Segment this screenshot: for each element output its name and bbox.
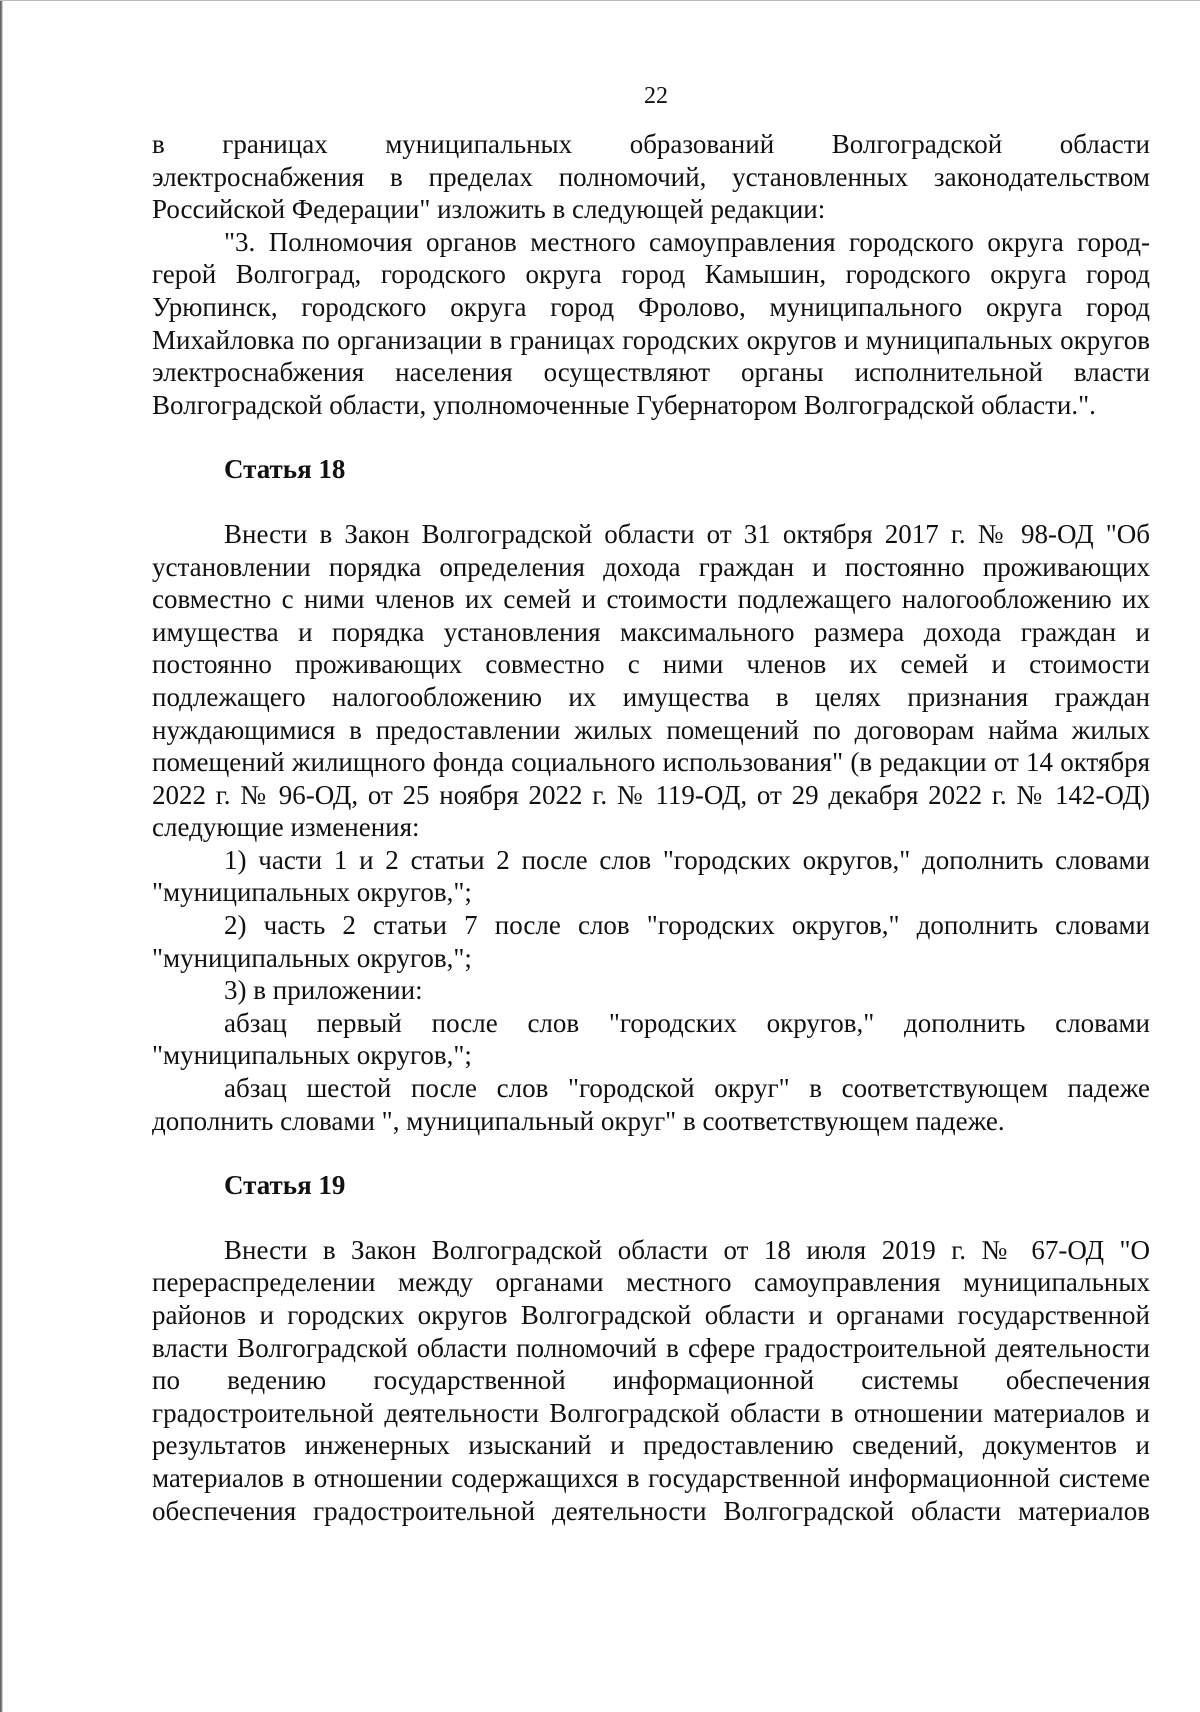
document-body [152,128,1150,1527]
article-18-item-1: 1) части 1 и 2 статьи 2 после слов "городских округов," дополнить словами "муниципальных округов,"; [152,844,1150,908]
paragraph-continuation-line-2: электроснабжения в пределах полномочий, установленных законодательством [152,161,1150,192]
article-18-item-2: 2) часть 2 статьи 7 после слов "городских округов," дополнить словами "муниципальных округов,"; [152,910,1150,973]
article-18-item-3: 3) в приложении: [224,975,423,1006]
scan-top-edge [0,0,1200,1]
article-18-item-3-paragraph-1: абзац первый после слов "городских округов," дополнить словами "муниципальных округов,"; [152,1007,1150,1071]
spacer [152,1202,1150,1234]
spacer [152,486,1150,518]
article-18-heading: Статья 18 [224,454,346,485]
amendment-quote-paragraph: "3. Полномочия органов местного самоуправления городского округа город-герой Волгоград, городского округа город Камышин, городского округа город Урюпинск, городского округа город Фролово, муниципального округа город Михайловка по организации в границах городских округов и муниципальных округов электроснабжения населения осуществляют органы исполнительной власти Волгоградской области, уполномоченные Губернатором Волгоградской области.". [152,226,1150,420]
article-19-intro-paragraph: Внести в Закон Волгоградской области от 18 июля 2019 г. № 67-ОД "О перераспределении между органами местного самоуправления муниципальных районов и городских округов Волгоградской области и органами государственной власти Волгоградской области полномочий в сфере градостроительной деятельности по ведению государственной информационной системы обеспечения градостроительной деятельности Волгоградской области в отношении материалов и результатов инженерных изысканий и предоставлению сведений, документов и материалов в отношении содержащихся в государственной информационной системе обеспечения градостроительной деятельности Волгоградской области материалов [152,1234,1150,1526]
article-18-item-3-paragraph-6: абзац шестой после слов "городской округ" в соответствующем падеже дополнить словами ", муниципальный округ" в соответствующем падеже. [152,1073,1150,1136]
paragraph-continuation-line-1: в границах муниципальных образований Волгоградской области [152,129,1150,159]
article-19-heading: Статья 19 [224,1170,346,1201]
article-18-intro-paragraph: Внести в Закон Волгоградской области от 31 октября 2017 г. № 98-ОД "Об установлении порядка определения дохода граждан и постоянно проживающих совместно с ними членов их семей и стоимости подлежащего налогообложению их имущества и порядка установления максимального размера дохода граждан и постоянно проживающих совместно с ними членов их семей и стоимости подлежащего налогообложению их имущества в целях признания граждан нуждающимися в предоставлении жилых помещений по договорам найма жилых помещений жилищного фонда социального использования" (в редакции от 14 октября 2022 г. № 96-ОД, от 25 ноября 2022 г. № 119-ОД, от 29 декабря 2022 г. № 142-ОД) следующие изменения: [152,518,1150,843]
paragraph-continuation-line-3: Российской Федерации" изложить в следующей редакции: [152,194,826,225]
page-number: 22 [644,83,668,109]
spacer [152,421,1150,453]
scan-edge-shadow [0,0,3,1712]
spacer [152,1137,1150,1169]
